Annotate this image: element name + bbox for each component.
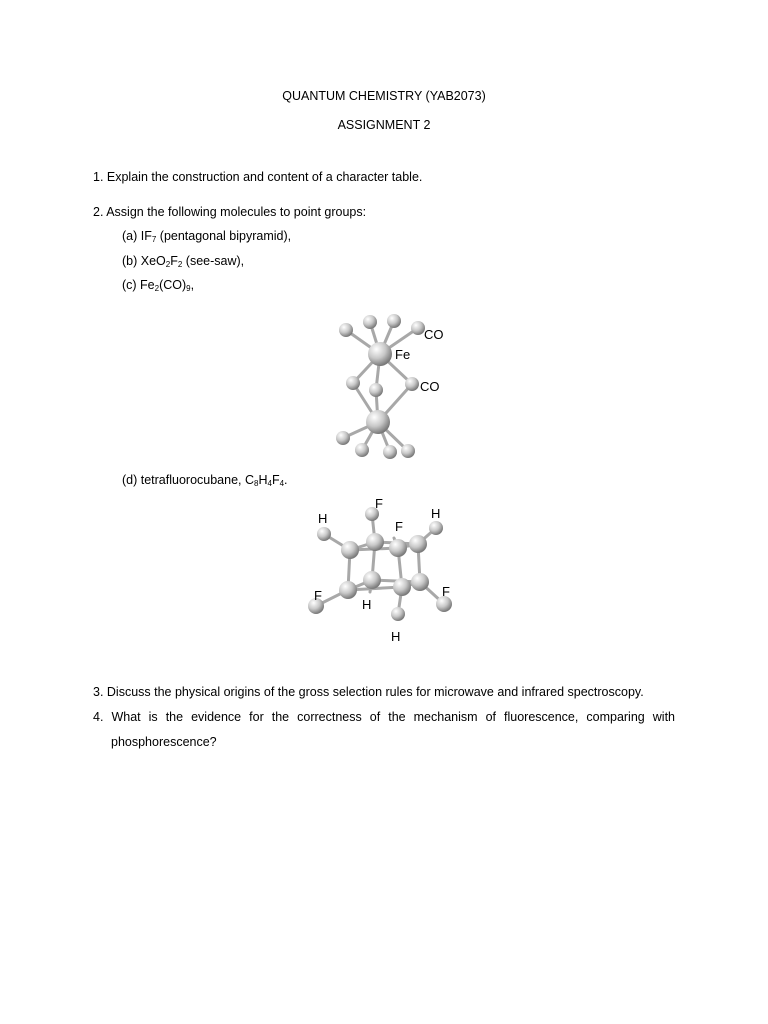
q2c-sub2: 9 — [186, 284, 191, 293]
label-h-right: H — [431, 506, 441, 521]
label-fe: Fe — [395, 347, 411, 362]
q2d-sub3: 4 — [279, 479, 285, 488]
label-f-inner: F — [395, 519, 403, 534]
label-f-right: F — [442, 584, 450, 599]
q2d-prefix: (d) tetrafluorocubane, C — [122, 473, 255, 487]
label-co-top: CO — [424, 327, 444, 342]
q2b-prefix: (b) XeO — [122, 254, 166, 268]
q2b-suffix: (see-saw), — [182, 254, 245, 268]
tetrafluorocubane-molecule-figure — [300, 492, 470, 652]
question-4-line-2: phosphorescence? — [111, 735, 217, 749]
q2c-prefix: (c) Fe — [122, 278, 155, 292]
q2d-suffix: . — [284, 473, 288, 487]
q2c-suffix: , — [190, 278, 195, 292]
q2a-sub: 7 — [151, 235, 157, 244]
label-h-bottom: H — [391, 629, 401, 644]
q2d-sub1: 8 — [254, 479, 259, 488]
q2b-sub2: 2 — [177, 260, 183, 269]
question-3: 3. Discuss the physical origins of the gross selection rules for microwave and infrared spectroscopy. — [93, 685, 644, 699]
label-f-top: F — [375, 496, 383, 511]
q2b-sub1: 2 — [165, 260, 171, 269]
q2d-sub2: 4 — [267, 479, 272, 488]
q2b-mid: F — [170, 254, 178, 268]
question-2c — [122, 277, 194, 293]
assignment-title: ASSIGNMENT 2 — [337, 118, 431, 132]
question-2b — [122, 253, 244, 269]
q2d-mid2: F — [271, 473, 280, 487]
q2a-prefix: (a) IF — [122, 229, 152, 243]
label-co-mid: CO — [420, 379, 440, 394]
question-1: 1. Explain the construction and content of a character table. — [93, 170, 423, 184]
course-title: QUANTUM CHEMISTRY (YAB2073) — [282, 89, 486, 103]
question-2: 2. Assign the following molecules to point groups: — [93, 205, 367, 219]
q2d-mid1: H — [258, 473, 268, 487]
question-2a — [122, 228, 291, 244]
q2c-sub1: 2 — [154, 284, 160, 293]
q2a-suffix: (pentagonal bipyramid), — [156, 229, 292, 243]
fe2co9-molecule-figure — [318, 308, 468, 468]
question-4-line-1: 4. What is the evidence for the correctness of the mechanism of fluorescence, comparing with — [93, 710, 675, 724]
question-2d — [122, 472, 288, 488]
q2c-mid: (CO) — [159, 278, 187, 292]
label-h-center: H — [362, 597, 372, 612]
label-f-left: F — [314, 588, 322, 603]
label-h-left: H — [318, 511, 328, 526]
